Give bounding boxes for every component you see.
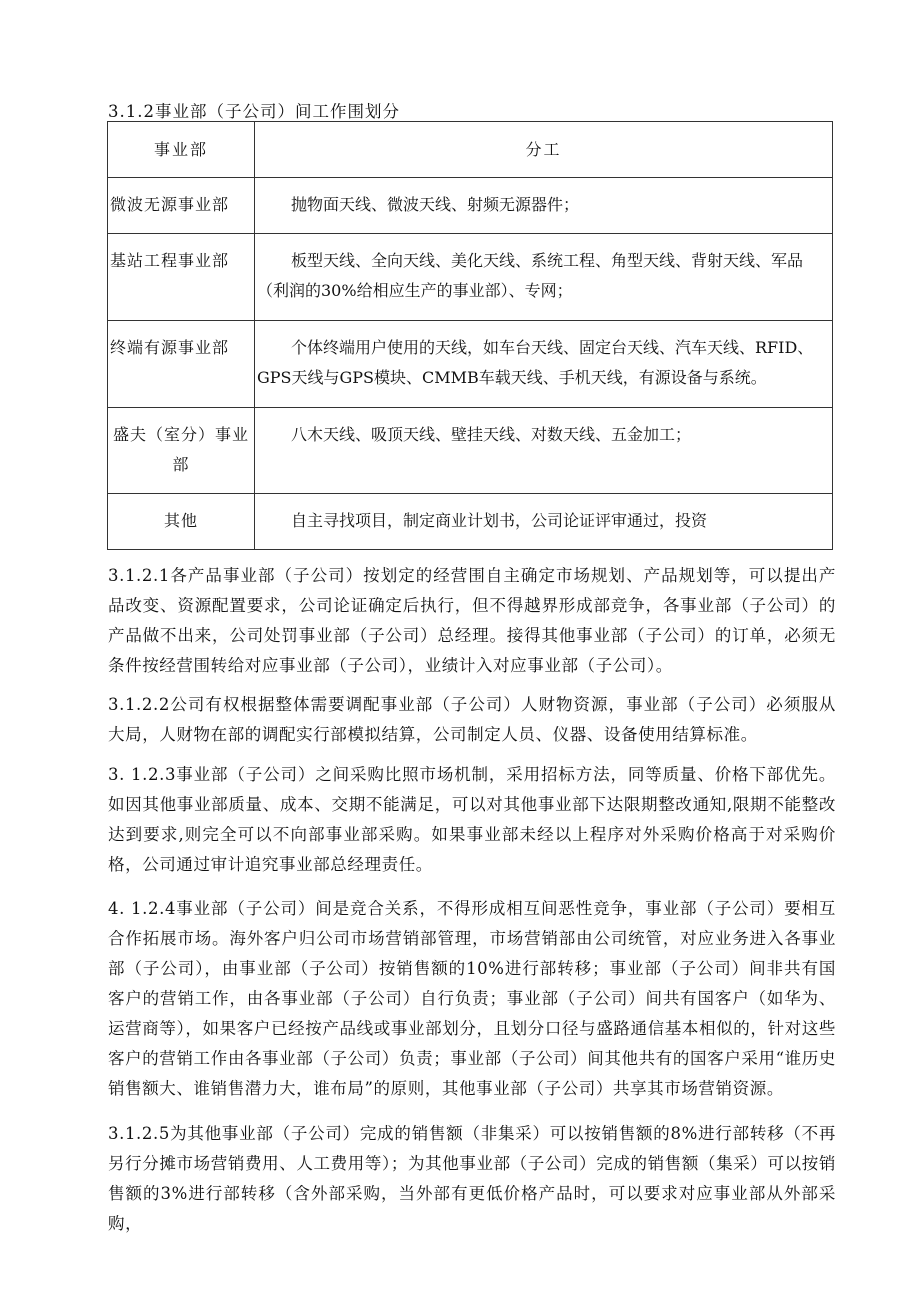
paragraph: 3.1.2.2公司有权根据整体需要调配事业部（子公司）人财物资源，事业部（子公司）必须服从大局，人财物在部的调配实行部模拟结算，公司制定人员、仪器、设备使用结算标准。 [108,695,836,744]
header-work: 分工 [255,122,833,178]
division-table [107,121,833,550]
dept-cell: 基站工程事业部 [108,234,255,321]
table-row [108,178,833,234]
table-row [108,234,833,321]
table-header-row [108,122,833,178]
table-row [108,494,833,550]
work-cell: 抛物面天线、微波天线、射频无源器件； [255,178,833,234]
table-row [108,408,833,494]
paragraph: 3.1.2.5为其他事业部（子公司）完成的销售额（非集采）可以按销售额的8%进行部转移（不再另行分摊市场营销费用、人工费用等）；为其他事业部（子公司）完成的销售额（集采）可以按销售额的3%进行部转移（含外部采购，当外部有更低价格产品时，可以要求对应事业部从外部采购， [108,1124,836,1233]
dept-cell: 终端有源事业部 [108,321,255,408]
section-heading: 3.1.2事业部（子公司）间工作围划分 [108,102,400,121]
work-cell: 八木天线、吸顶天线、壁挂天线、对数天线、五金加工； [255,408,833,494]
dept-cell: 微波无源事业部 [108,178,255,234]
header-dept: 事业部 [108,122,255,178]
work-cell: 个体终端用户使用的天线，如车台天线、固定台天线、汽车天线、RFID、GPS天线与GPS模块、CMMB车载天线、手机天线，有源设备与系统。 [255,321,833,408]
work-cell: 板型天线、全向天线、美化天线、系统工程、角型天线、背射天线、军品（利润的30%给相应生产的事业部）、专网； [255,234,833,321]
table-row [108,321,833,408]
dept-cell: 其他 [108,494,255,550]
work-cell: 自主寻找项目，制定商业计划书，公司论证评审通过，投资 [255,494,833,550]
dept-cell: 盛夫（室分）事业部 [108,408,255,494]
paragraph: 3.1.2.1各产品事业部（子公司）按划定的经营围自主确定市场规划、产品规划等，可以提出产品改变、资源配置要求，公司论证确定后执行，但不得越界形成部竞争，各事业部（子公司）的产品做不出来，公司处罚事业部（子公司）总经理。接得其他事业部（子公司）的订单，必须无条件按经营围转给对应事业部（子公司），业绩计入对应事业部（子公司）。 [108,566,836,675]
paragraph: 4. 1.2.4事业部（子公司）间是竞合关系，不得形成相互间恶性竞争，事业部（子公司）要相互合作拓展市场。海外客户归公司市场营销部管理，市场营销部由公司统管，对应业务进入各事业部（子公司），由事业部（子公司）按销售额的10%进行部转移；事业部（子公司）间非共有国客户的营销工作，由各事业部（子公司）自行负责；事业部（子公司）间共有国客户（如华为、运营商等），如果客户已经按产品线或事业部划分，且划分口径与盛路通信基本相似的，针对这些客户的营销工作由各事业部（子公司）负责；事业部（子公司）间其他共有的国客户采用“谁历史销售额大、谁销售潜力大，谁布局”的原则，其他事业部（子公司）共享其市场营销资源。 [108,899,836,1098]
paragraph: 3. 1.2.3事业部（子公司）之间采购比照市场机制，采用招标方法，同等质量、价格下部优先。如因其他事业部质量、成本、交期不能满足，可以对其他事业部下达限期整改通知,限期不能整改达到要求,则完全可以不向部事业部采购。如果事业部未经以上程序对外采购价格高于对采购价格，公司通过审计追究事业部总经理责任。 [108,765,836,874]
